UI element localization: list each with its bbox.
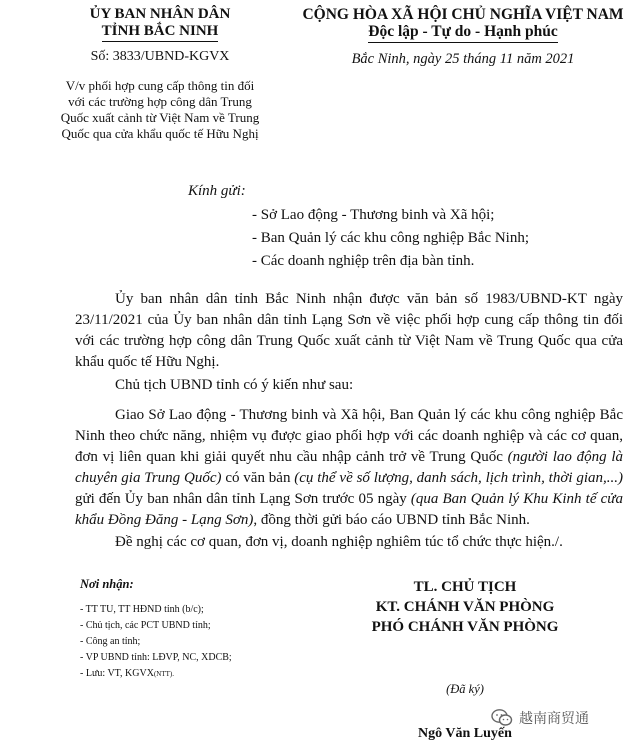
document-date: Bắc Ninh, ngày 25 tháng 11 năm 2021: [351, 51, 575, 67]
signed-note: (Đã ký): [446, 682, 484, 696]
national-motto: [298, 23, 628, 43]
salutation: Kính gửi:: [188, 183, 246, 199]
agency-name: ỦY BAN NHÂN DÂN: [89, 6, 231, 22]
body-text: , đồng thời gửi báo cáo UBND tỉnh Bắc Ninh.: [253, 512, 530, 528]
document-number: Số: 3833/UBND-KGVX: [90, 49, 230, 64]
body-text: Đề nghị các cơ quan, đơn vị, doanh nghiệp nghiêm túc tổ chức thực hiện./.: [115, 534, 563, 550]
province-name-text: TỈNH BẮC NINH: [102, 23, 219, 42]
body-text-italic: (qua Ban Quản lý Khu Kinh tế cửa khẩu Đồng Đăng - Lạng Sơn): [75, 491, 623, 528]
body-text: Giao Sở Lao động - Thương binh và Xã hội, Ban Quản lý các khu công nghiệp Bắc Ninh theo chức năng, nhiệm vụ được giao phối hợp với các doanh nghiệp và các cơ quan, đơn vị liên quan khi giải quyết nhu cầu nhập cảnh trở về Trung Quốc: [75, 407, 623, 465]
body-paragraph-4: [75, 532, 623, 553]
watermark: [490, 706, 589, 730]
body-paragraph-2: [75, 375, 623, 396]
recipient-line: - Các doanh nghiệp trên địa bàn tỉnh.: [252, 253, 475, 269]
body-paragraph-1: [75, 289, 623, 373]
recipients-title: Nơi nhận:: [80, 577, 134, 591]
signer-name: Ngô Văn Luyến: [418, 726, 512, 741]
wechat-icon: [490, 706, 514, 730]
recipients-item: - VP UBND tỉnh: LĐVP, NC, XDCB;: [80, 652, 232, 663]
body-text: gửi đến Ủy ban nhân dân tỉnh Lạng Sơn trước 05 ngày: [75, 491, 411, 507]
subject-line: Quốc xuất cảnh từ Việt Nam về Trung: [60, 110, 260, 125]
signature-line-2: KT. CHÁNH VĂN PHÒNG: [375, 599, 555, 615]
recipient-line: - Sở Lao động - Thương binh và Xã hội;: [252, 207, 495, 223]
recipient-line: - Ban Quản lý các khu công nghiệp Bắc Ninh;: [252, 230, 530, 246]
recipients-item: [80, 666, 232, 682]
recipients-list: [80, 602, 232, 682]
province-name: [40, 23, 280, 42]
body-text: có văn bản: [221, 470, 295, 486]
body-text: Chủ tịch UBND tỉnh có ý kiến như sau:: [115, 377, 354, 393]
republic-title: CỘNG HÒA XÃ HỘI CHỦ NGHĨA VIỆT NAM: [302, 6, 624, 23]
subject-line: với các trường hợp công dân Trung: [68, 94, 252, 109]
subject-line: V/v phối hợp cung cấp thông tin đối: [65, 78, 255, 93]
signature-line-3: PHÓ CHÁNH VĂN PHÒNG: [371, 619, 559, 635]
recipients-item: - Công an tỉnh;: [80, 636, 141, 647]
recipients-item: - TT TU, TT HĐND tỉnh (b/c);: [80, 604, 204, 615]
body-text: Ủy ban nhân dân tỉnh Bắc Ninh nhận được văn bản số 1983/UBND-KT ngày 23/11/2021 của Ủy ban nhân dân tỉnh Lạng Sơn về việc phối hợp cung cấp thông tin đối với các trường hợp công dân Trung Quốc xuất cảnh từ Việt Nam về Trung Quốc qua cửa khẩu quốc tế Hữu Nghị.: [75, 291, 623, 370]
subject-line: Quốc qua cửa khẩu quốc tế Hữu Nghị: [61, 126, 259, 141]
body-text-italic: (cụ thể về số lượng, danh sách, lịch trình, thời gian,...): [294, 470, 623, 486]
document-subject: [40, 78, 280, 142]
signature-line-1: TL. CHỦ TỊCH: [413, 579, 517, 595]
watermark-text: 越南商贸通: [519, 711, 589, 727]
national-motto-text: Độc lập - Tự do - Hạnh phúc: [368, 23, 557, 43]
recipients-item-suffix: (NTT).: [153, 670, 174, 678]
recipients-item: - Chủ tịch, các PCT UBND tỉnh;: [80, 620, 211, 631]
body-paragraph-3: [75, 405, 623, 531]
recipients-item-text: - Lưu: VT, KGVX: [80, 668, 154, 679]
body-text-italic: (người lao động là chuyên gia Trung Quốc): [75, 449, 623, 486]
